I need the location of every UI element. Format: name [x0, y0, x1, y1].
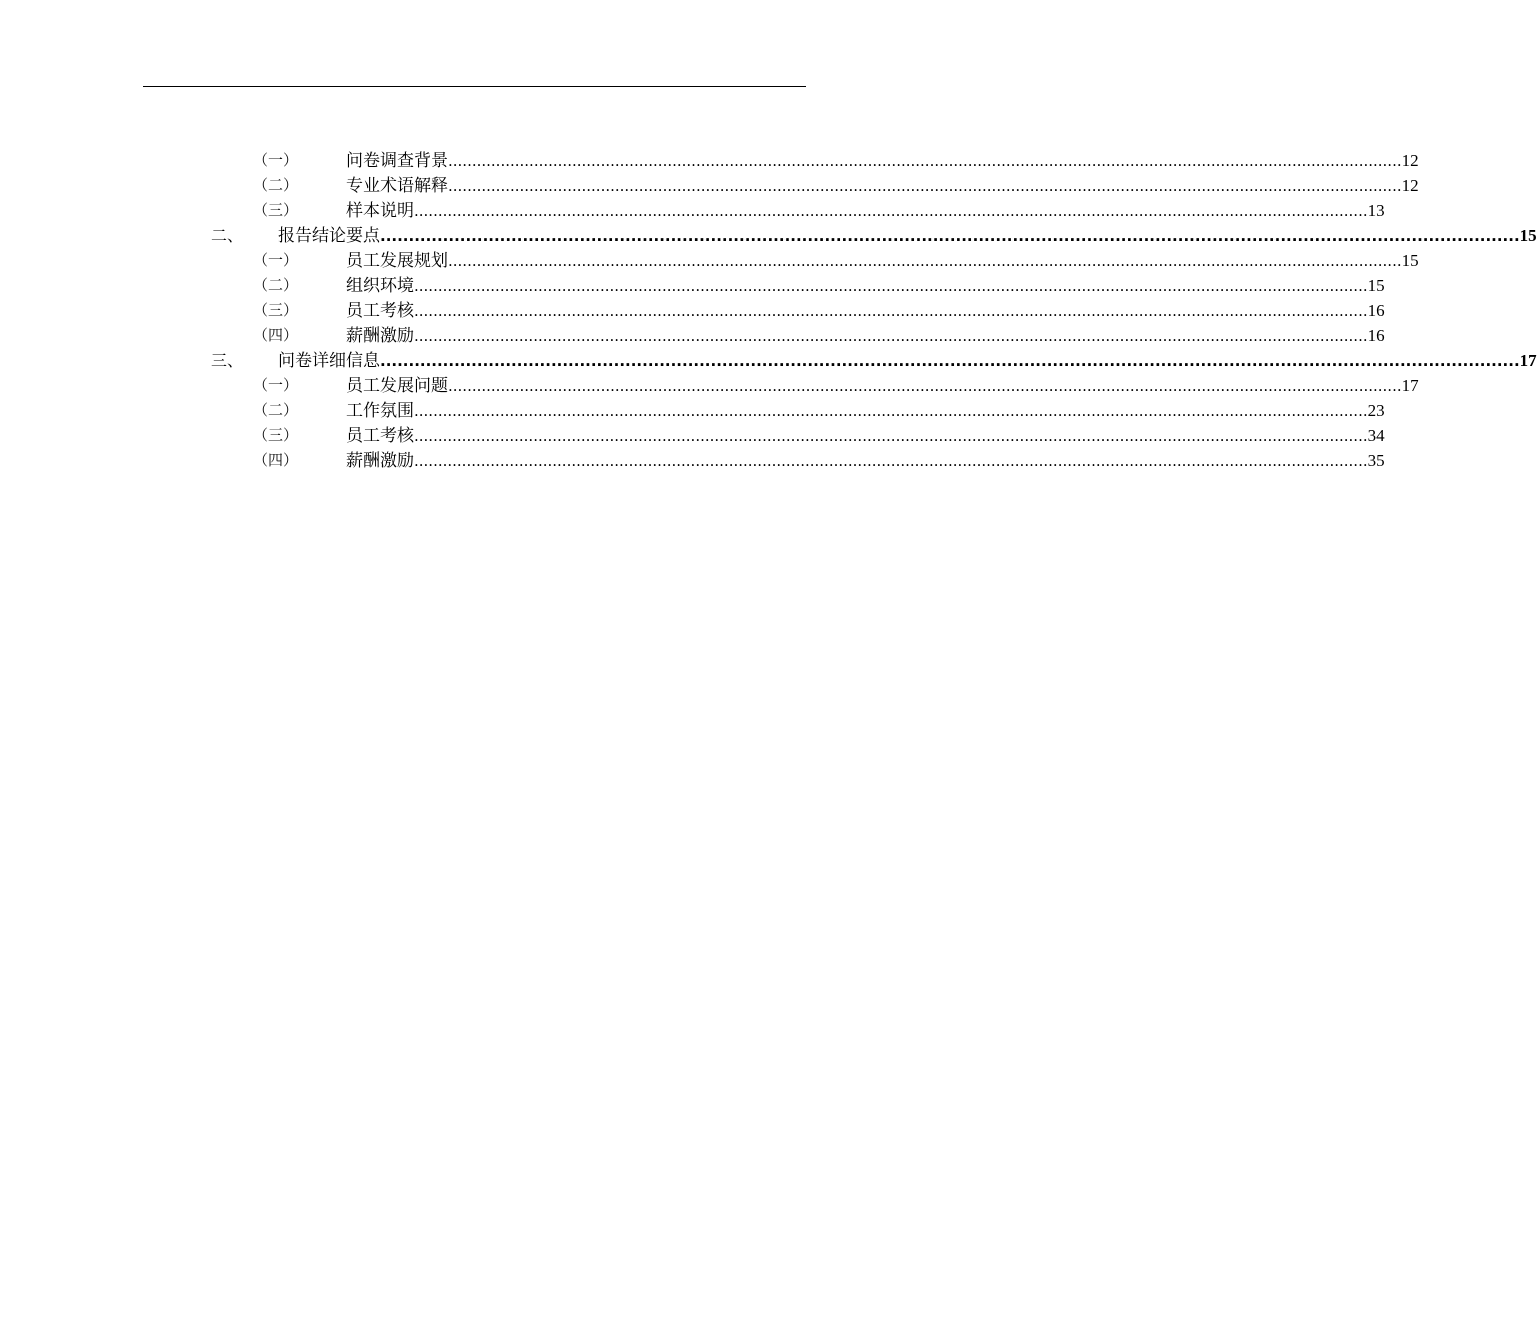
toc-entry-title: 问卷详细信息	[278, 351, 380, 371]
dot-leader: ........................................................................................................................................................................................................	[448, 152, 1402, 170]
dot-leader: ........................................................................................................................................................................................................	[414, 202, 1368, 220]
toc-entry[interactable]	[253, 173, 1419, 198]
dot-leader: ........................................................................................................................................................................................................	[448, 377, 1402, 395]
toc-entry-page: 16	[1367, 301, 1385, 320]
toc-entry[interactable]	[253, 398, 1385, 423]
toc-entry[interactable]	[253, 323, 1385, 348]
toc-entry-chapter[interactable]	[211, 223, 1537, 248]
toc-entry-page: 34	[1367, 426, 1385, 445]
dot-leader: ........................................................................................................................................................................................................	[380, 352, 1520, 370]
toc-entry-page: 17	[1401, 376, 1419, 395]
toc-entry-number: （二）	[253, 401, 299, 419]
toc-entry-title: 专业术语解释	[346, 176, 448, 196]
dot-leader: ........................................................................................................................................................................................................	[414, 302, 1368, 320]
dot-leader: ........................................................................................................................................................................................................	[414, 402, 1368, 420]
toc-entry-title: 员工发展规划	[346, 251, 448, 271]
toc-entry-title: 问卷调查背景	[346, 151, 448, 171]
toc-entry[interactable]	[253, 373, 1419, 398]
toc-entry-number: （四）	[253, 326, 299, 344]
toc-entry-page: 16	[1367, 326, 1385, 345]
dot-leader: ........................................................................................................................................................................................................	[414, 452, 1368, 470]
toc-entry-title: 样本说明	[346, 201, 414, 221]
toc-entry-page: 15	[1519, 226, 1537, 245]
toc-entry-number: （二）	[253, 176, 299, 194]
toc-entry[interactable]	[253, 298, 1385, 323]
toc-entry-title: 薪酬激励	[346, 326, 414, 346]
toc-entry-title: 员工考核	[346, 301, 414, 321]
toc-entry-title: 报告结论要点	[278, 226, 380, 246]
toc-entry-page: 12	[1401, 176, 1419, 195]
toc-entry-number: （三）	[253, 426, 299, 444]
toc-entry-page: 23	[1367, 401, 1385, 420]
toc-entry-number: 二、	[211, 226, 244, 245]
toc-entry-title: 工作氛围	[346, 401, 414, 421]
dot-leader: ........................................................................................................................................................................................................	[414, 327, 1368, 345]
toc-entry-page: 15	[1401, 251, 1419, 270]
toc-entry-chapter[interactable]	[211, 348, 1537, 373]
toc-entry-number: （三）	[253, 201, 299, 219]
toc-entry-page: 35	[1367, 451, 1385, 470]
dot-leader: ........................................................................................................................................................................................................	[448, 252, 1402, 270]
dot-leader: ........................................................................................................................................................................................................	[414, 277, 1368, 295]
dot-leader: ........................................................................................................................................................................................................	[448, 177, 1402, 195]
dot-leader: ........................................................................................................................................................................................................	[414, 427, 1368, 445]
toc-entry-title: 员工发展问题	[346, 376, 448, 396]
toc-entry-number: （一）	[253, 251, 299, 269]
toc-entry-page: 15	[1367, 276, 1385, 295]
toc-entry[interactable]	[253, 423, 1385, 448]
toc-entry-title: 薪酬激励	[346, 451, 414, 471]
toc-entry-number: 三、	[211, 351, 244, 370]
toc-entry-number: （二）	[253, 276, 299, 294]
toc-entry[interactable]	[253, 198, 1385, 223]
toc-entry-page: 12	[1401, 151, 1419, 170]
toc-entry-page: 17	[1519, 351, 1537, 370]
toc-entry-title: 组织环境	[346, 276, 414, 296]
toc-entry-number: （三）	[253, 301, 299, 319]
toc-entry[interactable]	[253, 148, 1419, 173]
toc-entry[interactable]	[253, 273, 1385, 298]
toc-entry[interactable]	[253, 448, 1385, 473]
dot-leader: ........................................................................................................................................................................................................	[380, 227, 1520, 245]
toc-entry-number: （四）	[253, 451, 299, 469]
toc-entry[interactable]	[253, 248, 1419, 273]
header-rule	[143, 86, 806, 87]
toc-entry-title: 员工考核	[346, 426, 414, 446]
toc-entry-number: （一）	[253, 151, 299, 169]
toc-entry-page: 13	[1367, 201, 1385, 220]
toc-entry-number: （一）	[253, 376, 299, 394]
